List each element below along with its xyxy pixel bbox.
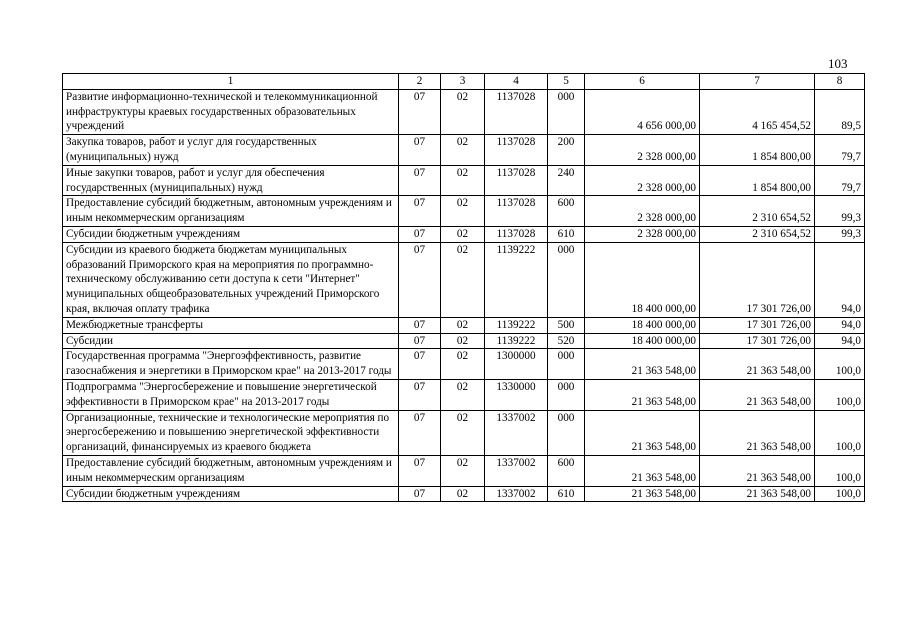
header-row — [63, 74, 865, 90]
table-row — [63, 455, 865, 486]
actual-amount-cell: 2 310 654,52 — [700, 226, 815, 242]
planned-amount-cell: 18 400 000,00 — [585, 242, 700, 317]
expense-type-cell: 000 — [548, 349, 585, 380]
expense-type-cell: 500 — [548, 317, 585, 333]
planned-amount-cell: 21 363 548,00 — [585, 455, 700, 486]
subsection-code-cell: 02 — [441, 196, 485, 227]
target-code-cell: 1337002 — [485, 455, 548, 486]
planned-amount-cell: 18 400 000,00 — [585, 317, 700, 333]
actual-amount-cell: 21 363 548,00 — [700, 349, 815, 380]
percent-cell: 99,3 — [815, 196, 865, 227]
target-code-cell: 1337002 — [485, 486, 548, 502]
row-name-cell: Субсидии — [63, 333, 399, 349]
actual-amount-cell: 4 165 454,52 — [700, 89, 815, 134]
planned-amount-cell: 2 328 000,00 — [585, 135, 700, 166]
percent-cell: 94,0 — [815, 242, 865, 317]
percent-cell: 100,0 — [815, 410, 865, 455]
percent-cell: 99,3 — [815, 226, 865, 242]
actual-amount-cell: 17 301 726,00 — [700, 317, 815, 333]
percent-cell: 100,0 — [815, 379, 865, 410]
header-cell: 2 — [399, 74, 441, 90]
header-cell: 1 — [63, 74, 399, 90]
expense-type-cell: 520 — [548, 333, 585, 349]
subsection-code-cell: 02 — [441, 165, 485, 196]
table-row — [63, 486, 865, 502]
expense-type-cell: 600 — [548, 196, 585, 227]
expense-type-cell: 000 — [548, 89, 585, 134]
row-name-cell: Организационные, технические и технологические мероприятия по энергосбережению и повышению энергетической эффективности организаций, финансируемых из краевого бюджета — [63, 410, 399, 455]
subsection-code-cell: 02 — [441, 333, 485, 349]
row-name-cell: Иные закупки товаров, работ и услуг для обеспечения государственных (муниципальных) нужд — [63, 165, 399, 196]
expense-type-cell: 240 — [548, 165, 585, 196]
section-code-cell: 07 — [399, 379, 441, 410]
row-name-cell: Субсидии бюджетным учреждениям — [63, 486, 399, 502]
table-row — [63, 410, 865, 455]
target-code-cell: 1300000 — [485, 349, 548, 380]
planned-amount-cell: 21 363 548,00 — [585, 349, 700, 380]
row-name-cell: Государственная программа "Энергоэффективность, развитие газоснабжения и энергетики в Приморском крае" на 2013-2017 годы — [63, 349, 399, 380]
target-code-cell: 1139222 — [485, 317, 548, 333]
percent-cell: 100,0 — [815, 455, 865, 486]
section-code-cell: 07 — [399, 135, 441, 166]
subsection-code-cell: 02 — [441, 379, 485, 410]
header-cell: 7 — [700, 74, 815, 90]
table-row — [63, 196, 865, 227]
row-name-cell: Субсидии бюджетным учреждениям — [63, 226, 399, 242]
row-name-cell: Предоставление субсидий бюджетным, автономным учреждениям и иным некоммерческим организациям — [63, 196, 399, 227]
percent-cell: 89,5 — [815, 89, 865, 134]
row-name-cell: Межбюджетные трансферты — [63, 317, 399, 333]
section-code-cell: 07 — [399, 242, 441, 317]
expense-type-cell: 600 — [548, 455, 585, 486]
table-row — [63, 349, 865, 380]
row-name-cell: Закупка товаров, работ и услуг для государственных (муниципальных) нужд — [63, 135, 399, 166]
row-name-cell: Подпрограмма "Энергосбережение и повышение энергетической эффективности в Приморском крае" на 2013-2017 годы — [63, 379, 399, 410]
table-row — [63, 135, 865, 166]
percent-cell: 94,0 — [815, 333, 865, 349]
budget-table — [62, 73, 865, 502]
subsection-code-cell: 02 — [441, 410, 485, 455]
actual-amount-cell: 1 854 800,00 — [700, 135, 815, 166]
target-code-cell: 1137028 — [485, 226, 548, 242]
section-code-cell: 07 — [399, 317, 441, 333]
header-cell: 5 — [548, 74, 585, 90]
target-code-cell: 1139222 — [485, 333, 548, 349]
table-row — [63, 317, 865, 333]
actual-amount-cell: 1 854 800,00 — [700, 165, 815, 196]
table-row — [63, 242, 865, 317]
section-code-cell: 07 — [399, 486, 441, 502]
actual-amount-cell: 2 310 654,52 — [700, 196, 815, 227]
row-name-cell: Предоставление субсидий бюджетным, автономным учреждениям и иным некоммерческим организациям — [63, 455, 399, 486]
header-cell: 8 — [815, 74, 865, 90]
table-row — [63, 226, 865, 242]
target-code-cell: 1137028 — [485, 89, 548, 134]
header-cell: 6 — [585, 74, 700, 90]
target-code-cell: 1337002 — [485, 410, 548, 455]
target-code-cell: 1139222 — [485, 242, 548, 317]
expense-type-cell: 000 — [548, 379, 585, 410]
subsection-code-cell: 02 — [441, 226, 485, 242]
section-code-cell: 07 — [399, 89, 441, 134]
planned-amount-cell: 18 400 000,00 — [585, 333, 700, 349]
subsection-code-cell: 02 — [441, 317, 485, 333]
header-cell: 4 — [485, 74, 548, 90]
row-name-cell: Развитие информационно-технической и телекоммуникационной инфраструктуры краевых государственных образовательных учреждений — [63, 89, 399, 134]
section-code-cell: 07 — [399, 196, 441, 227]
expense-type-cell: 000 — [548, 410, 585, 455]
planned-amount-cell: 2 328 000,00 — [585, 165, 700, 196]
percent-cell: 100,0 — [815, 486, 865, 502]
expense-type-cell: 200 — [548, 135, 585, 166]
section-code-cell: 07 — [399, 226, 441, 242]
actual-amount-cell: 21 363 548,00 — [700, 455, 815, 486]
table-row — [63, 333, 865, 349]
target-code-cell: 1330000 — [485, 379, 548, 410]
percent-cell: 79,7 — [815, 135, 865, 166]
subsection-code-cell: 02 — [441, 242, 485, 317]
percent-cell: 79,7 — [815, 165, 865, 196]
planned-amount-cell: 21 363 548,00 — [585, 410, 700, 455]
actual-amount-cell: 17 301 726,00 — [700, 333, 815, 349]
planned-amount-cell: 2 328 000,00 — [585, 226, 700, 242]
target-code-cell: 1137028 — [485, 196, 548, 227]
planned-amount-cell: 4 656 000,00 — [585, 89, 700, 134]
subsection-code-cell: 02 — [441, 455, 485, 486]
planned-amount-cell: 21 363 548,00 — [585, 486, 700, 502]
expense-type-cell: 000 — [548, 242, 585, 317]
planned-amount-cell: 2 328 000,00 — [585, 196, 700, 227]
actual-amount-cell: 21 363 548,00 — [700, 486, 815, 502]
table-row — [63, 165, 865, 196]
subsection-code-cell: 02 — [441, 486, 485, 502]
planned-amount-cell: 21 363 548,00 — [585, 379, 700, 410]
actual-amount-cell: 21 363 548,00 — [700, 410, 815, 455]
actual-amount-cell: 21 363 548,00 — [700, 379, 815, 410]
percent-cell: 94,0 — [815, 317, 865, 333]
section-code-cell: 07 — [399, 165, 441, 196]
target-code-cell: 1137028 — [485, 135, 548, 166]
row-name-cell: Субсидии из краевого бюджета бюджетам муниципальных образований Приморского края на мероприятия по программно-техническому обслуживанию сети доступа к сети "Интернет" муниципальных общеобразовательных учреждений Приморского края, включая оплату трафика — [63, 242, 399, 317]
section-code-cell: 07 — [399, 410, 441, 455]
subsection-code-cell: 02 — [441, 89, 485, 134]
percent-cell: 100,0 — [815, 349, 865, 380]
target-code-cell: 1137028 — [485, 165, 548, 196]
header-cell: 3 — [441, 74, 485, 90]
section-code-cell: 07 — [399, 333, 441, 349]
subsection-code-cell: 02 — [441, 349, 485, 380]
section-code-cell: 07 — [399, 349, 441, 380]
page-number: 103 — [828, 56, 848, 71]
actual-amount-cell: 17 301 726,00 — [700, 242, 815, 317]
subsection-code-cell: 02 — [441, 135, 485, 166]
expense-type-cell: 610 — [548, 226, 585, 242]
table-row — [63, 379, 865, 410]
table-row — [63, 89, 865, 134]
expense-type-cell: 610 — [548, 486, 585, 502]
section-code-cell: 07 — [399, 455, 441, 486]
